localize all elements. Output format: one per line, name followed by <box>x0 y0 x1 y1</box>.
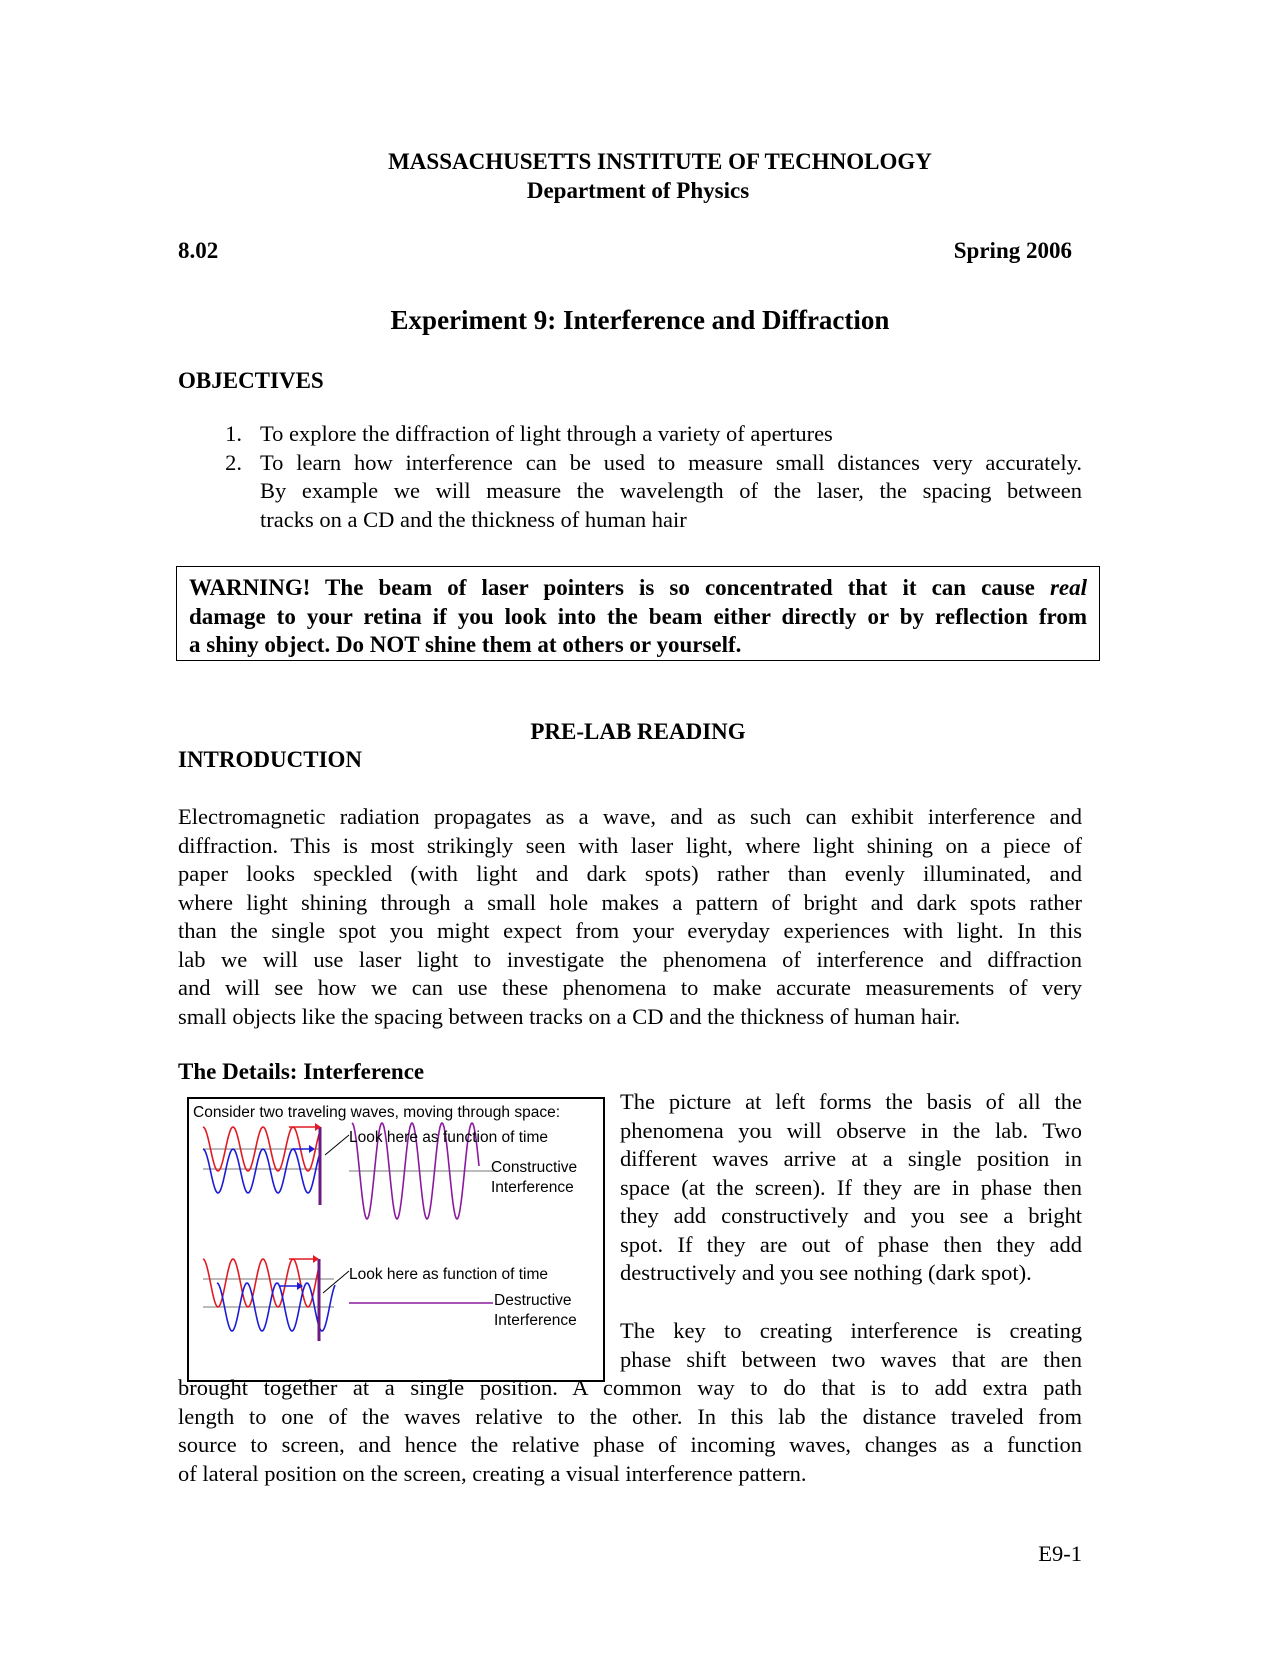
objectives-heading: OBJECTIVES <box>178 368 324 393</box>
details-paragraph-2 <box>620 1317 1082 1374</box>
details-paragraph-1 <box>620 1088 1082 1288</box>
paragraph-line: than the single spot you might expect from your everyday experiences with light. In this <box>178 918 1082 943</box>
warning-line <box>189 574 1087 603</box>
look-label-bottom: Look here as function of time <box>349 1266 549 1283</box>
pointer-line-bottom <box>323 1271 349 1293</box>
pointer-line-top <box>325 1135 349 1155</box>
details-paragraph-2-continued <box>178 1374 1082 1488</box>
paragraph-line: paper looks speckled (with light and dark spots) rather than evenly illuminated, and <box>178 861 1082 886</box>
paragraph-line: space (at the screen). If they are in phase then <box>620 1174 1082 1200</box>
paragraph-line: destructively and you see nothing (dark spot). <box>620 1260 1032 1285</box>
prelab-heading: PRE-LAB READING <box>530 719 746 744</box>
paragraph-line: different waves arrive at a single position in <box>620 1146 1082 1171</box>
page-number: E9-1 <box>1038 1541 1082 1566</box>
objective-number: 2. <box>225 449 242 475</box>
term: Spring 2006 <box>953 238 1072 263</box>
paragraph-line: diffraction. This is most strikingly seen with laser light, where light shining on a piece of <box>178 832 1082 858</box>
details-heading: The Details: Interference <box>178 1059 425 1084</box>
paragraph-line: they add constructively and you see a bright <box>620 1203 1082 1228</box>
paragraph-line: The picture at left forms the basis of all the <box>620 1089 1082 1114</box>
constructive-label: Constructive <box>491 1159 578 1176</box>
objectives-list <box>0 420 1280 540</box>
paragraph-line: and will see how we can use these phenomena to make accurate measurements of very <box>178 975 1082 1000</box>
constructive-label: Interference <box>491 1179 574 1196</box>
paragraph-line: length to one of the waves relative to the other. In this lab the distance traveled from <box>178 1403 1082 1429</box>
objective-text: To explore the diffraction of light through a variety of apertures <box>260 421 833 446</box>
objective-text: By example we will measure the wavelength of the laser, the spacing between <box>260 478 1082 503</box>
destructive-label: Interference <box>494 1312 577 1329</box>
warning-line: damage to your retina if you look into the beam either directly or by reflection from <box>189 603 1087 629</box>
warning-line: a shiny object. Do NOT shine them at others or yourself. <box>189 632 742 657</box>
paragraph-line: The key to creating interference is creating <box>620 1318 1082 1343</box>
paragraph-line: Electromagnetic radiation propagates as a wave, and as such can exhibit interference and <box>178 804 1082 829</box>
destructive-label: Destructive <box>494 1292 572 1309</box>
paragraph-line: where light shining through a small hole makes a pattern of bright and dark spots rather <box>178 889 1082 915</box>
paragraph-line: brought together at a single position. A common way to do that is to add extra path <box>178 1375 1082 1400</box>
paragraph-line: source to screen, and hence the relative phase of incoming waves, changes as a function <box>178 1432 1082 1457</box>
course-number: 8.02 <box>178 238 219 263</box>
paragraph-line: of lateral position on the screen, creating a visual interference pattern. <box>178 1460 807 1486</box>
paragraph-line: phase shift between two waves that are then <box>620 1346 1082 1372</box>
paragraph-line: spot. If they are out of phase then they add <box>620 1231 1082 1257</box>
introduction-paragraph <box>178 803 1082 1031</box>
paragraph-line: phenomena you will observe in the lab. Two <box>620 1117 1082 1143</box>
paragraph-line: small objects like the spacing between tracks on a CD and the thickness of human hair. <box>178 1003 961 1029</box>
warning-text: WARNING! The beam of laser pointers is so concentrated that it can cause <box>189 575 1050 600</box>
page-title: Experiment 9: Interference and Diffraction <box>390 305 890 335</box>
objective-text: tracks on a CD and the thickness of human hair <box>260 506 687 532</box>
department-name: Department of Physics <box>526 178 750 203</box>
introduction-heading: INTRODUCTION <box>178 747 363 772</box>
objective-number: 1. <box>225 421 242 446</box>
figure-caption: Consider two traveling waves, moving through space: <box>193 1104 561 1121</box>
wave-blue-top <box>203 1149 321 1193</box>
objective-text: To learn how interference can be used to measure small distances very accurately. <box>260 449 1082 475</box>
warning-emphasis: real <box>1049 575 1087 600</box>
interference-figure <box>187 1097 605 1382</box>
institution-name: MASSACHUSETTS INSTITUTE OF TECHNOLOGY <box>388 149 932 174</box>
paragraph-line: lab we will use laser light to investigate the phenomena of interference and diffraction <box>178 946 1082 972</box>
warning-box <box>176 566 1100 661</box>
look-label-top: Look here as function of time <box>349 1129 549 1146</box>
